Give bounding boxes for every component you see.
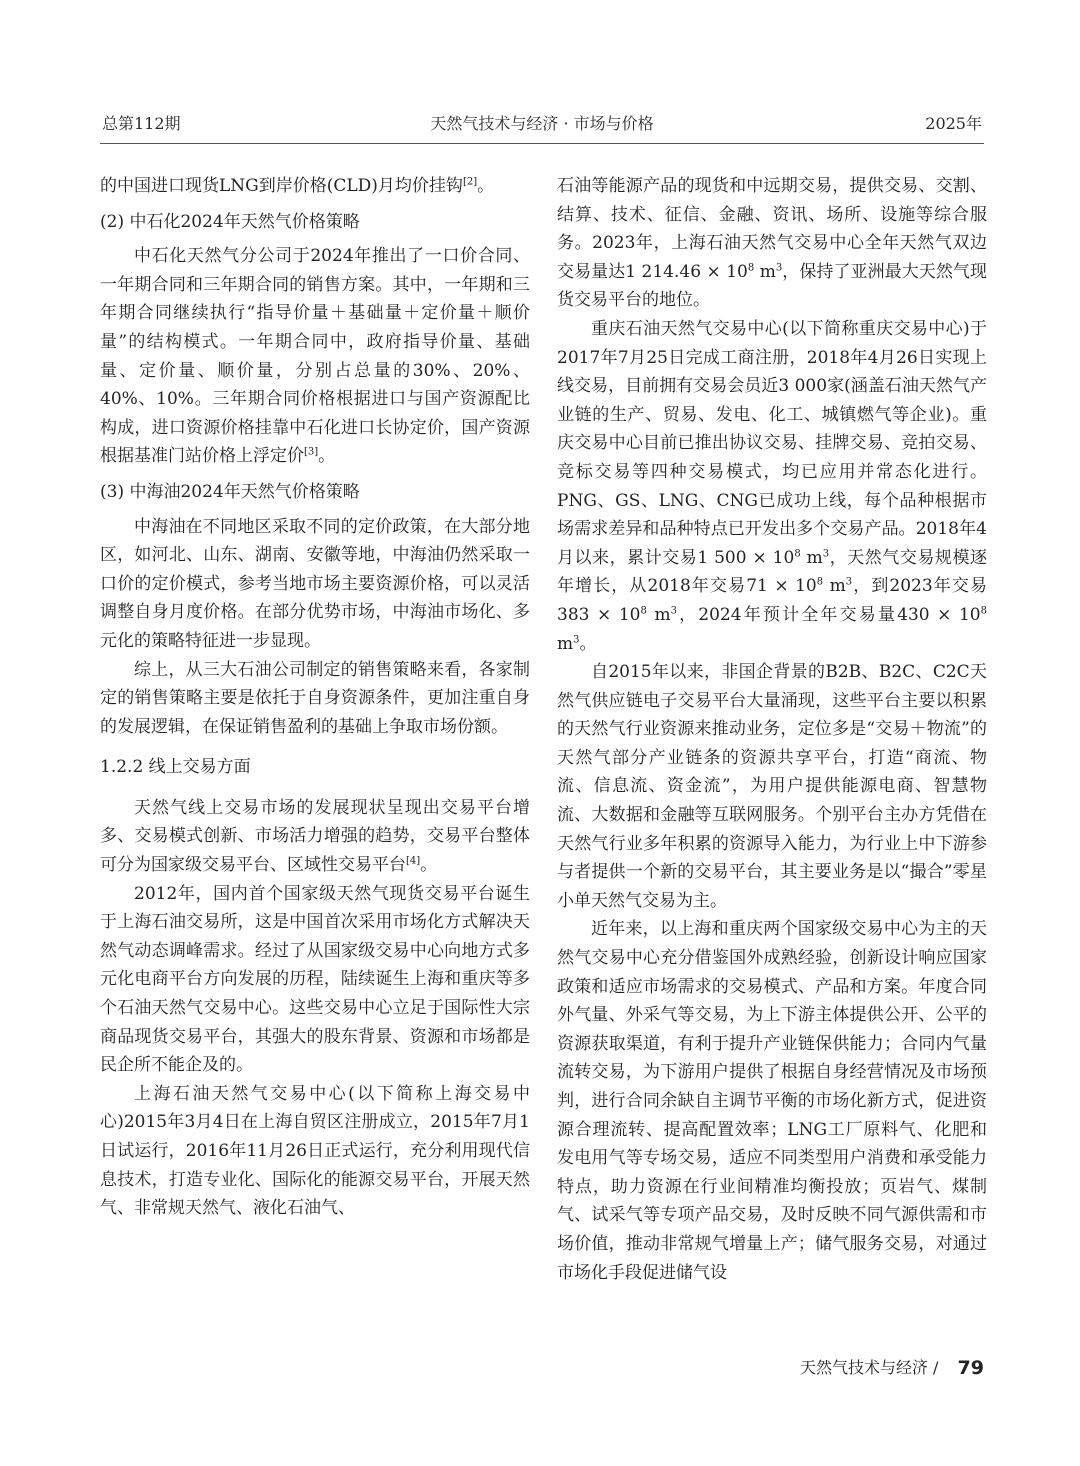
paragraph-chongqing: 重庆石油天然气交易中心(以下简称重庆交易中心)于2017年7月25日完成工商注册，2018年4月26日实现上线交易，目前拥有交易会员近3 000家(涵盖石油天然气产业链的生产、贸易、发电、化工、城镇燃气等企业)。重庆交易中心目前已推出协议交易、挂牌交易、竞拍交易、竞标交易等四种交易模式，均已应用并常态化进行。PNG、GS、LNG、CNG已成功上线，每个品种根据市场需求差异和品种特点已开发出多个交易产品。2018年4月以来，累计交易1 $500 \times 10^8$ $m^3$，天然气交易规模逐年增长，从2018年交易$71 \times 10^8$ $m^3$，到2023年交易$383 \times 10^8$ $m^3$，2024年预计全年交易量$430 \times 10^8$ $m^3$。 — [557, 318, 988, 654]
paragraph-sinopec: 中石化天然气分公司于2024年推出了一口价合同、一年期合同和三年期合同的销售方案。其中，一年期和三年期合同继续执行“指导价量＋基础量＋定价量＋顺价量”的结构模式。一年期合同中，政府指导价量、基础量、定价量、顺价量，分别占总量的30%、20%、40%、10%。三年期合同价格根据进口与国产资源配比构成，进口资源价格挂靠中石化进口长协定价，国产资源根据基准门站价格上浮定价[3]。 — [100, 246, 530, 467]
section-heading-online-trading: 1.2.2 线上交易方面 — [100, 757, 251, 778]
journal-section-title: 天然气技术与经济 · 市场与价格 — [430, 114, 654, 133]
right-column — [557, 172, 987, 1287]
left-column — [100, 172, 530, 1223]
subheading-sinopec: (2) 中石化2024年天然气价格策略 — [100, 211, 360, 232]
header-divider — [100, 143, 984, 144]
paragraph-shanghai: 上海石油天然气交易中心(以下简称上海交易中心)2015年3月4日在上海自贸区注册成立，2015年7月1日试运行，2016年11月26日正式运行，充分利用现代信息技术，打造专业化、国际化的能源交易平台，开展天然气、非常规天然气、液化石油气、 — [100, 1083, 530, 1219]
page-number: 79 — [957, 1357, 984, 1379]
paragraph-shanghai-continuation: 石油等能源产品的现货和中远期交易，提供交易、交割、结算、技术、征信、金融、资讯、场所、设施等综合服务。2023年，上海石油天然气交易中心全年天然气双边交易量达1 $214.46 \times 10^8$ $m^3$，保持了亚洲最大天然气现货交易平台的地位。 — [557, 176, 987, 311]
page-footer — [800, 1354, 984, 1384]
footer-journal-name: 天然气技术与经济 / — [799, 1358, 939, 1377]
paragraph-2012: 2012年，国内首个国家级天然气现货交易平台诞生于上海石油交易所，这是中国首次采用市场化方式解决天然气动态调峰需求。经过了从国家级交易中心向地方式多元化电商平台方向发展的历程，陆续诞生上海和重庆等多个石油天然气交易中心。这些交易中心立足于国际性大宗商品现货交易平台，其强大的股东背景、资源和市场都是民企所不能企及的。 — [100, 883, 530, 1076]
paragraph-cnooc: 中海油在不同地区采取不同的定价政策，在大部分地区，如河北、山东、湖南、安徽等地，中海油仍然采取一口价的定价模式，参考当地市场主要资源价格，可以灵活调整自身月度价格。在部分优势市场，中海油市场化、多元化的策略特征进一步显现。 — [100, 516, 530, 651]
issue-number: 总第112期 — [102, 114, 181, 133]
subheading-cnooc: (3) 中海油2024年天然气价格策略 — [100, 481, 360, 502]
paragraph-continuation: 的中国进口现货LNG到岸价格(CLD)月均价挂钩[2]。 — [100, 176, 495, 196]
running-header — [100, 111, 984, 139]
paragraph-recent-years: 近年来，以上海和重庆两个国家级交易中心为主的天然气交易中心充分借鉴国外成熟经验，创新设计响应国家政策和适应市场需求的交易模式、产品和方案。年度合同外气量、外采气等交易，为上下游主体提供公开、公平的资源获取渠道，有利于提升产业链保供能力；合同内气量流转交易，为下游用户提供了根据自身经营情况及市场预判，进行合同余缺自主调节平衡的市场化新方式，促进资源合理流转、提高配置效率；LNG工厂原料气、化肥和发电用气等专场交易，适应不同类型用户消费和承受能力特点，助力资源在行业间精准均衡投放；页岩气、煤制气、试采气等专项产品交易，及时反映不同气源供需和市场价值，推动非常规气增量上产；储气服务交易，对通过市场化手段促进储气设 — [557, 919, 987, 1283]
citation-ref[interactable]: [2] — [462, 176, 478, 188]
citation-ref[interactable]: [3] — [304, 446, 319, 458]
citation-ref[interactable]: [4] — [406, 855, 421, 867]
paragraph-online-trading: 天然气线上交易市场的发展现状呈现出交易平台增多、交易模式创新、市场活力增强的趋势，交易平台整体可分为国家级交易平台、区域性交易平台[4]。 — [100, 797, 530, 876]
publication-year: 2025年 — [925, 114, 982, 133]
paragraph-since-2015: 自2015年以来，非国企背景的B2B、B2C、C2C天然气供应链电子交易平台大量涌现，这些平台主要以积累的天然气行业资源来推动业务，定位多是“交易＋物流”的天然气部分产业链条的资源共享平台，打造“商流、物流、信息流、资金流”，为用户提供能源电商、智慧物流、大数据和金融等互联网服务。个别平台主办方凭借在天然气行业多年积累的资源导入能力，为行业上中下游参与者提供一个新的交易平台，其主要业务是以“撮合”零星小单天然气交易为主。 — [557, 662, 987, 911]
paragraph-summary: 综上，从三大石油公司制定的销售策略来看，各家制定的销售策略主要是依托于自身资源条件，更加注重自身的发展逻辑，在保证销售盈利的基础上争取市场份额。 — [100, 659, 530, 737]
